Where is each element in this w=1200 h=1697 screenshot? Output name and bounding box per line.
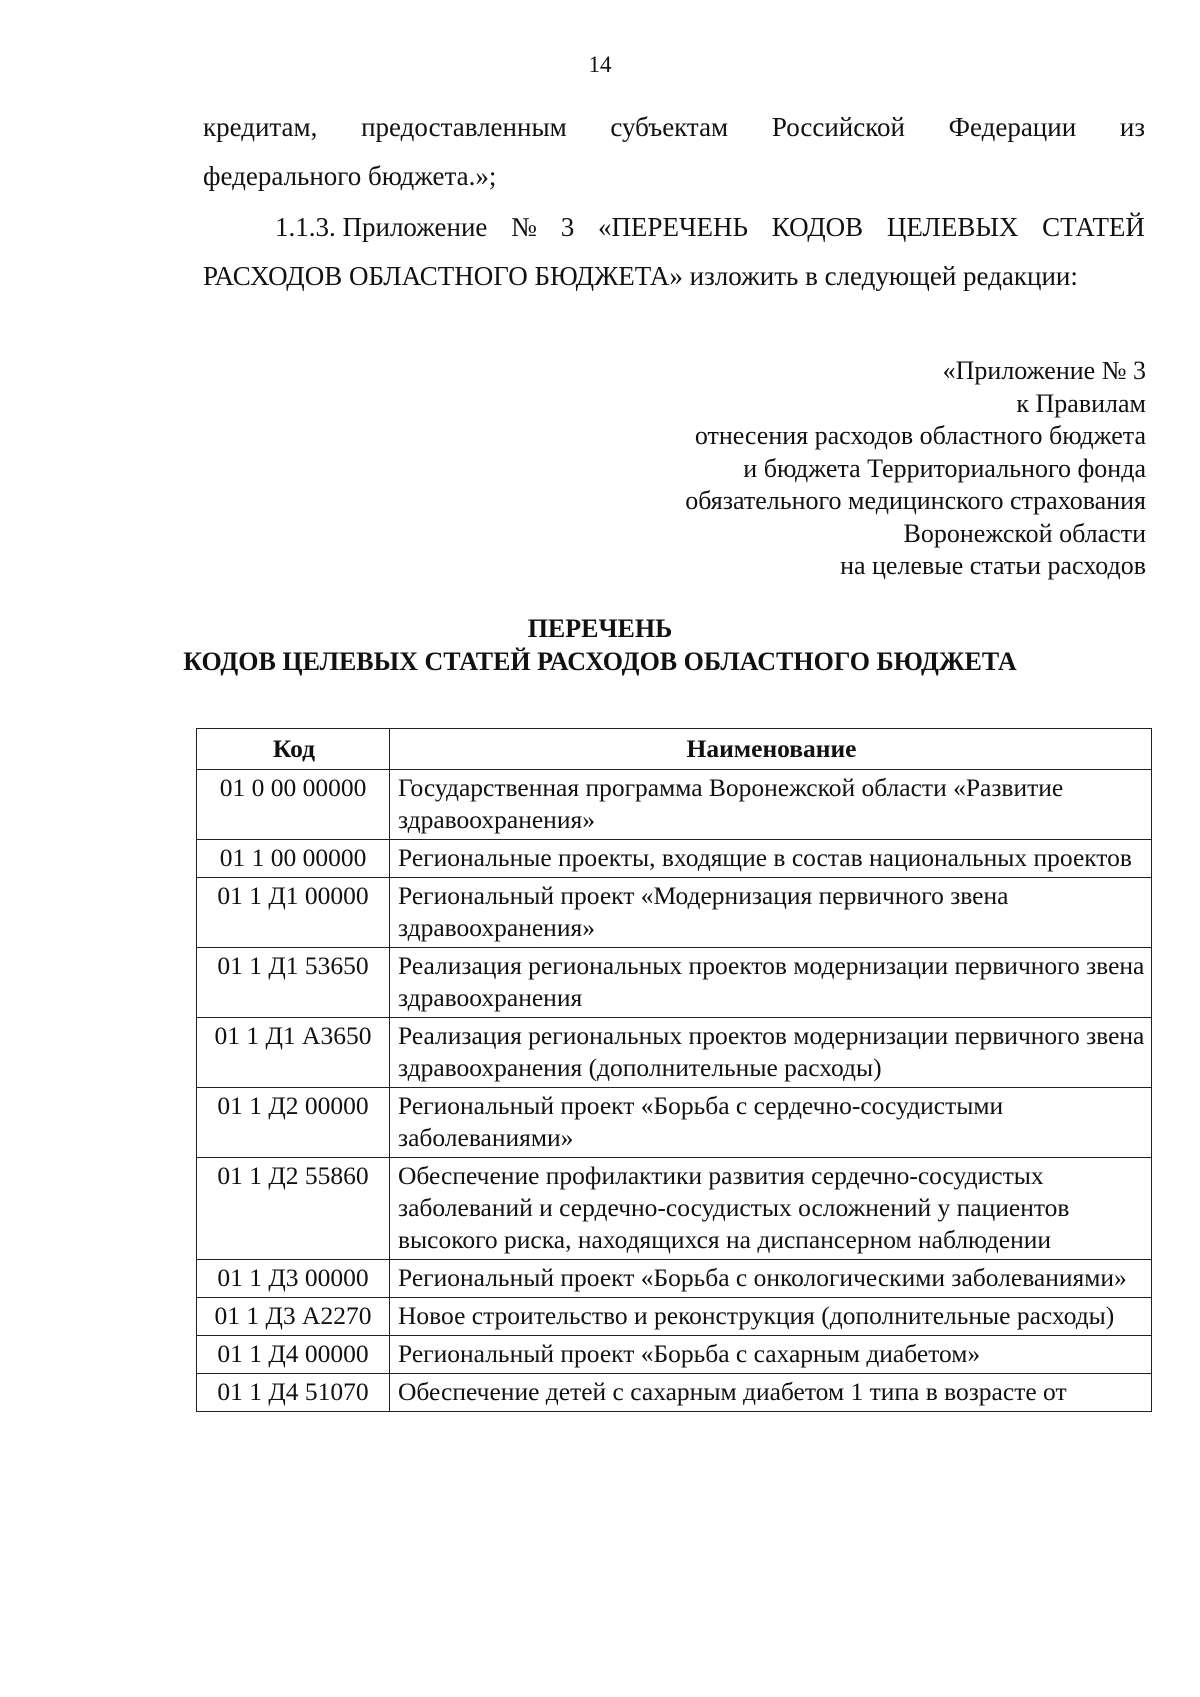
row-code: 01 1 Д2 55860 — [197, 1158, 390, 1260]
word: КОДОВ — [771, 212, 864, 242]
table-row — [197, 1018, 1152, 1088]
appendix-line: на целевые статьи расходов — [840, 551, 1146, 580]
row-name: Реализация региональных проектов модернизации первичного звена здравоохранения — [390, 948, 1152, 1018]
row-code: 01 0 00 00000 — [197, 770, 390, 840]
paragraph-continuation — [203, 103, 1145, 201]
row-name: Региональные проекты, входящие в состав национальных проектов — [390, 840, 1152, 878]
row-code: 01 1 Д4 00000 — [197, 1336, 390, 1374]
table-header-row — [197, 729, 1152, 770]
table-row — [197, 1088, 1152, 1158]
word: предоставленным — [361, 112, 567, 142]
table-row — [197, 770, 1152, 840]
row-code: 01 1 Д3 00000 — [197, 1260, 390, 1298]
word: субъектам — [610, 112, 729, 142]
appendix-line: и бюджета Территориального фонда — [743, 453, 1146, 483]
row-code: 01 1 Д2 00000 — [197, 1088, 390, 1158]
appendix-line: отнесения расходов областного бюджета — [694, 421, 1146, 450]
word: № — [511, 212, 537, 242]
paragraph-line — [203, 103, 1145, 152]
word: СТАТЕЙ — [1042, 212, 1145, 242]
row-name: Обеспечение детей с сахарным диабетом 1 типа в возрасте от — [390, 1374, 1152, 1412]
word: 1.1.3. Приложение — [275, 212, 488, 242]
row-name: Региональный проект «Борьба с сердечно-сосудистыми заболеваниями» — [390, 1088, 1152, 1158]
row-code: 01 1 Д3 А2270 — [197, 1298, 390, 1336]
table-row — [197, 1374, 1152, 1412]
paragraph-line: федерального бюджета.»; — [203, 161, 497, 191]
table-row — [197, 1336, 1152, 1374]
row-name: Государственная программа Воронежской области «Развитие здравоохранения» — [390, 770, 1152, 840]
appendix-line: Воронежской области — [903, 518, 1146, 548]
row-name: Новое строительство и реконструкция (дополнительные расходы) — [390, 1298, 1152, 1336]
appendix-header — [685, 355, 1146, 583]
table-row — [197, 948, 1152, 1018]
word: из — [1119, 112, 1145, 142]
table-row — [197, 840, 1152, 878]
document-title — [0, 612, 1200, 678]
row-name: Обеспечение профилактики развития сердечно-сосудистых заболеваний и сердечно-сосудистых осложнений у пациентов высокого риска, находящихся на диспансерном наблюдении — [390, 1158, 1152, 1260]
appendix-line: «Приложение № 3 — [942, 356, 1146, 385]
row-code: 01 1 00 00000 — [197, 840, 390, 878]
table-row — [197, 1298, 1152, 1336]
row-name: Региональный проект «Борьба с сахарным диабетом» — [390, 1336, 1152, 1374]
table-row — [197, 1260, 1152, 1298]
codes-table — [196, 728, 1152, 1412]
row-code: 01 1 Д1 А3650 — [197, 1018, 390, 1088]
word: Российской — [771, 112, 905, 142]
table-row — [197, 878, 1152, 948]
table-row — [197, 1158, 1152, 1260]
row-code: 01 1 Д1 53650 — [197, 948, 390, 1018]
appendix-line: обязательного медицинского страхования — [685, 486, 1146, 515]
row-code: 01 1 Д4 51070 — [197, 1374, 390, 1412]
page-number: 14 — [588, 52, 612, 77]
paragraph-amendment — [203, 203, 1145, 301]
column-header-name: Наименование — [390, 729, 1152, 770]
paragraph-line: РАСХОДОВ ОБЛАСТНОГО БЮДЖЕТА» изложить в следующей редакции: — [203, 261, 1078, 291]
paragraph-line — [203, 203, 1145, 252]
word: ЦЕЛЕВЫХ — [886, 212, 1019, 242]
row-name: Региональный проект «Модернизация первичного звена здравоохранения» — [390, 878, 1152, 948]
word: 3 — [560, 212, 575, 242]
row-name: Реализация региональных проектов модернизации первичного звена здравоохранения (дополнительные расходы) — [390, 1018, 1152, 1088]
word: «ПЕРЕЧЕНЬ — [597, 212, 748, 242]
appendix-line: к Правилам — [1016, 388, 1146, 418]
title-line: КОДОВ ЦЕЛЕВЫХ СТАТЕЙ РАСХОДОВ ОБЛАСТНОГО БЮДЖЕТА — [183, 647, 1017, 676]
row-code: 01 1 Д1 00000 — [197, 878, 390, 948]
word: Федерации — [948, 112, 1077, 142]
title-line: ПЕРЕЧЕНЬ — [527, 614, 673, 643]
row-name: Региональный проект «Борьба с онкологическими заболеваниями» — [390, 1260, 1152, 1298]
column-header-code: Код — [197, 729, 390, 770]
word: кредитам, — [203, 112, 318, 142]
